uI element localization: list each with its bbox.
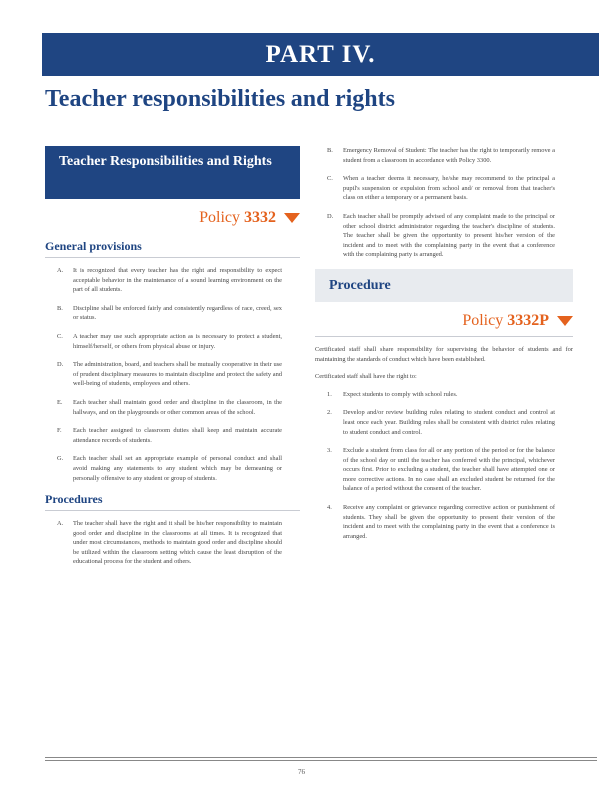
list-item	[45, 519, 300, 567]
list-item-text: Expect students to comply with school rules.	[343, 390, 458, 398]
list-item-label: 2.	[327, 409, 332, 417]
footer-rule	[45, 760, 597, 761]
list-item-text: It is recognized that every teacher has the right and responsibility to expect acceptable behavior in the maintenance of a sound learning environment on the part of all students.	[73, 267, 282, 294]
list-item	[45, 266, 300, 295]
list-item-text: Each teacher shall maintain good order and discipline in the classroom, in the hallways, and on the playgrounds or other common areas of the school.	[73, 398, 282, 416]
list-item-text: Each teacher assigned to classroom duties shall keep and maintain accurate attendance records of students.	[73, 427, 282, 444]
triangle-down-icon	[557, 316, 573, 326]
list-item-text: A teacher may use such appropriate action as is necessary to protect a student, himself/herself, or others from physical abuse or injury.	[73, 332, 282, 350]
list-item	[315, 212, 573, 260]
title-word: responsibilities	[132, 86, 286, 112]
section-heading-box: Teacher Responsibilities and Rights	[45, 146, 300, 199]
list-item	[45, 360, 300, 389]
footer-rule	[45, 757, 597, 758]
list-item-text: The administration, board, and teachers shall be mutually cooperative in their use of prudent disciplinary measures to maintain discipline and protect the safety and well-being of students, employees and others.	[73, 361, 282, 388]
procedures-list	[45, 519, 300, 567]
list-item	[45, 332, 300, 351]
list-item-label: G.	[57, 455, 64, 463]
list-item	[45, 426, 300, 445]
page-title	[45, 86, 395, 113]
general-provisions-list	[45, 266, 300, 483]
policy-label	[45, 207, 300, 229]
procedure-heading-box: Procedure	[315, 269, 573, 302]
page-number: 76	[298, 768, 305, 776]
list-item-label: D.	[327, 212, 334, 220]
list-item-label: C.	[57, 332, 63, 340]
title-word: Teacher	[45, 86, 127, 112]
list-item-text: Develop and/or review building rules relating to student conduct and control at least once each year. Building rules shall be consistent with district rules relating to student conduct and control.	[343, 409, 555, 436]
list-item	[315, 390, 573, 400]
list-item	[45, 398, 300, 417]
list-item	[315, 446, 573, 494]
list-item-text: Discipline shall be enforced fairly and consistently regardless of race, creed, sex or status.	[73, 304, 282, 322]
list-item-label: A.	[57, 267, 64, 274]
list-item-text: When a teacher deems it necessary, he/she may recommend to the principal a pupil's suspension or expulsion from school and/ or removal from that teacher's class on either a temporary or a permanent basis.	[343, 175, 555, 202]
paragraph: Certificated staff shall share responsibility for supervising the behavior of students and for maintaining the standards of conduct which have been established.	[315, 345, 573, 363]
policy-label	[315, 310, 573, 332]
procedures-continued-list	[315, 146, 573, 260]
list-item-label: B.	[57, 304, 63, 312]
triangle-down-icon	[284, 213, 300, 223]
rights-list	[315, 390, 573, 542]
list-item-label: D.	[57, 361, 64, 369]
policy-text: Policy 3332	[199, 209, 276, 226]
list-item	[45, 454, 300, 483]
procedures-heading: Procedures	[45, 492, 300, 511]
title-word: and	[290, 86, 330, 112]
list-item	[315, 503, 573, 541]
list-item-text: Each teacher shall set an appropriate example of personal conduct and shall avoid making any statements to any student which may be demeaning or personally offensive to any student or group of students.	[73, 455, 282, 482]
part-banner: PART IV.	[42, 33, 599, 76]
list-item-label: B.	[327, 147, 333, 154]
list-item-label: 3.	[327, 447, 332, 455]
list-item-label: 4.	[327, 504, 332, 512]
paragraph: Certificated staff shall have the right to:	[315, 373, 417, 381]
list-item	[45, 304, 300, 323]
list-item	[315, 408, 573, 437]
list-item-label: F.	[57, 427, 62, 435]
left-column	[45, 146, 300, 576]
list-item-text: Exclude a student from class for all or any portion of the period or for the balance of the school day or until the teacher has conferred with the principal, whichever occurs first. Prior to excluding a student, the teacher shall have attempted one or more corrective actions. In no case shall an excluded student be returned for the balance of a period without the consent of the teacher.	[343, 447, 555, 493]
list-item	[315, 146, 573, 165]
list-item-label: C.	[327, 175, 333, 183]
list-item-text: Each teacher shall be promptly advised of any complaint made to the principal or other school district administrator regarding the teacher's discipline of students. The teacher shall be given the opportunity to present his/her version of the incident and to meet with the complaining party in the event that a conference with the complaining party is arranged.	[343, 212, 555, 259]
list-item-label: A.	[57, 520, 64, 528]
right-column	[315, 146, 573, 550]
divider	[315, 336, 573, 337]
list-item-label: E.	[57, 398, 63, 406]
list-item-text: Emergency Removal of Student: The teacher has the right to temporarily remove a student from a classroom in accordance with Policy 3300.	[343, 147, 555, 164]
list-item-label: 1.	[327, 390, 332, 398]
list-item	[315, 174, 573, 203]
policy-text: Policy 3332P	[462, 311, 549, 329]
list-item-text: The teacher shall have the right and it shall be his/her responsibility to maintain good order and discipline in the classrooms at all times. It is recognized that under most circumstances, methods to maintain good order and discipline should be utilized within the classroom setting which cause the least disruption of the educational process for the student and others.	[73, 520, 282, 566]
list-item-text: Receive any complaint or grievance regarding corrective action or punishment of students. They shall be given the opportunity to present their version of the incident and to meet with the complaining party in the event that a conference is arranged.	[343, 504, 555, 540]
title-word: rights	[334, 86, 395, 112]
general-provisions-heading: General provisions	[45, 239, 300, 258]
